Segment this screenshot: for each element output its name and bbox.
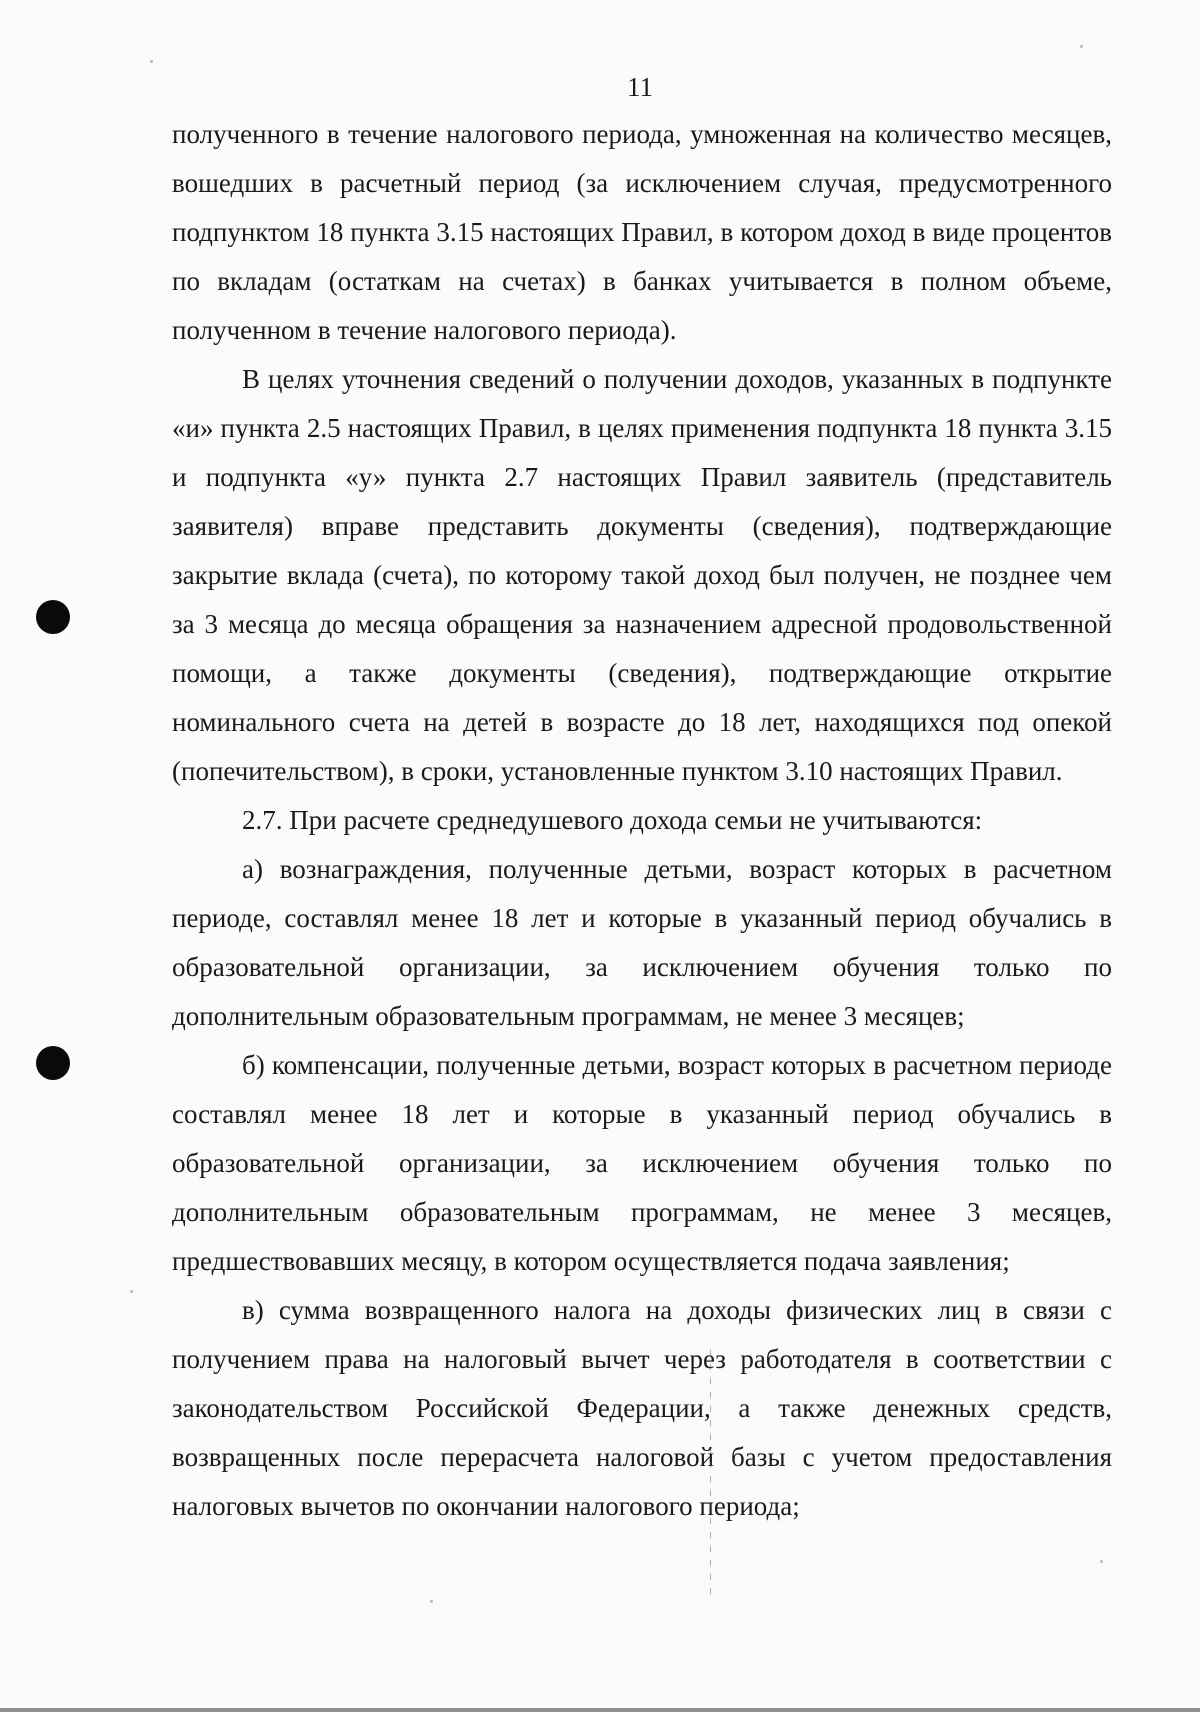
punch-hole-top	[36, 600, 70, 634]
punch-hole-bottom	[36, 1046, 70, 1080]
document-body	[172, 110, 1112, 1531]
paragraph-continuation: полученного в течение налогового периода, умноженная на количество месяцев, вошедших в расчетный период (за исключением случая, предусмотренного подпунктом 18 пункта 3.15 настоящих Правил, в котором доход в виде процентов по вкладам (остаткам на счетах) в банках учитывается в полном объеме, полученном в течение налогового периода).	[172, 119, 1112, 345]
scan-speck	[150, 60, 153, 63]
scan-artifact-line	[710, 1350, 711, 1600]
scan-speck	[1080, 45, 1083, 48]
paragraph-item-b: б) компенсации, полученные детьми, возраст которых в расчетном периоде составлял менее 18 лет и которые в указанный период обучались в образовательной организации, за исключением обучения только по дополнительным образовательным программам, не менее 3 месяцев, предшествовавших месяцу, в котором осуществляется подача заявления;	[172, 1050, 1112, 1276]
paragraph-item-v: в) сумма возвращенного налога на доходы физических лиц в связи с получением права на налоговый вычет через работодателя в соответствии с законодательством Российской Федерации, а также денежных средств, возвращенных после перерасчета налоговой базы с учетом предоставления налоговых вычетов по окончании налогового периода;	[172, 1295, 1112, 1521]
scan-speck	[430, 1600, 433, 1603]
scan-speck	[130, 1290, 133, 1293]
scan-bottom-edge	[0, 1708, 1200, 1712]
scan-speck	[1100, 1560, 1103, 1563]
paragraph-section-2-7: 2.7. При расчете среднедушевого дохода семьи не учитываются:	[242, 805, 983, 835]
page-number: 11	[627, 72, 653, 102]
paragraph-clarification: В целях уточнения сведений о получении доходов, указанных в подпункте «и» пункта 2.5 настоящих Правил, в целях применения подпункта 18 пункта 3.15 и подпункта «у» пункта 2.7 настоящих Правил заявитель (представитель заявителя) вправе представить документы (сведения), подтверждающие закрытие вклада (счета), по которому такой доход был получен, не позднее чем за 3 месяца до месяца обращения за назначением адресной продовольственной помощи, а также документы (сведения), подтверждающие открытие номинального счета на детей в возрасте до 18 лет, находящихся под опекой (попечительством), в сроки, установленные пунктом 3.10 настоящих Правил.	[172, 364, 1112, 786]
paragraph-item-a: а) вознаграждения, полученные детьми, возраст которых в расчетном периоде, составлял менее 18 лет и которые в указанный период обучались в образовательной организации, за исключением обучения только по дополнительным образовательным программам, не менее 3 месяцев;	[172, 854, 1112, 1031]
